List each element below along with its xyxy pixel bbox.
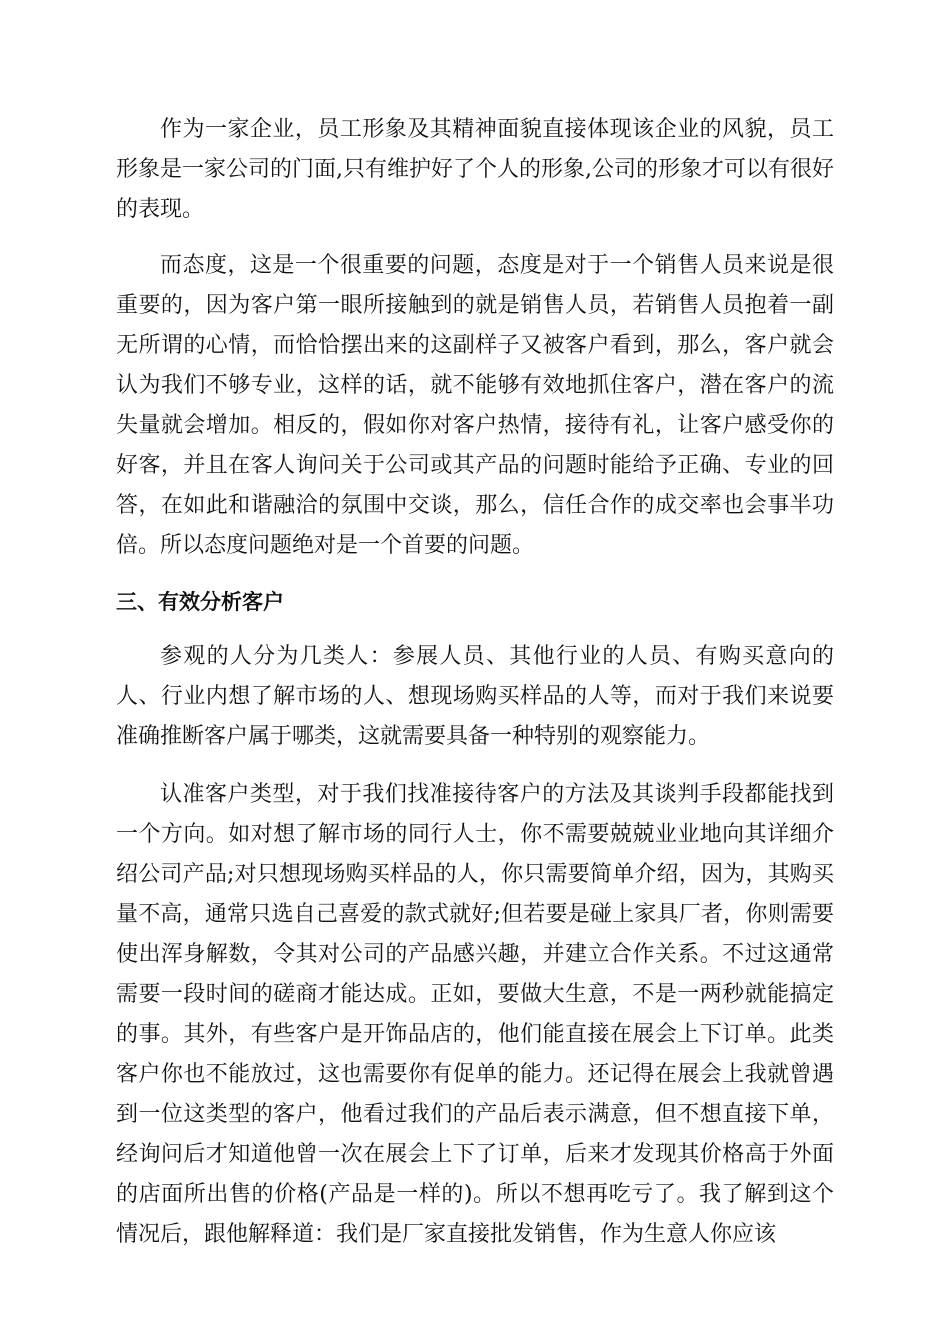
paragraph-visitor-types: 参观的人分为几类人：参展人员、其他行业的人员、有购买意向的人、行业内想了解市场的人、想现场购买样品的人等，而对于我们来说要准确推断客户属于哪类，这就需要具备一种特别的观察能力。 xyxy=(116,644,834,749)
document-body xyxy=(116,110,834,1255)
paragraph-customer-identification: 认准客户类型，对于我们找准接待客户的方法及其谈判手段都能找到一个方向。如对想了解市场的同行人士，你不需要兢兢业业地向其详细介绍公司产品;对只想现场购买样品的人，你只需要简单介绍，因为，其购买量不高，通常只选自己喜爱的款式就好;但若要是碰上家具厂者，你则需要使出浑身解数，令其对公司的产品感兴趣，并建立合作关系。不过这通常需要一段时间的磋商才能达成。正如，要做大生意，不是一两秒就能搞定的事。其外，有些客户是开饰品店的，他们能直接在展会上下订单。此类客户你也不能放过，这也需要你有促单的能力。还记得在展会上我就曾遇到一位这类型的客户，他看过我们的产品后表示满意，但不想直接下单，经询问后才知道他曾一次在展会上下了订单，后来才发现其价格高于外面的店面所出售的价格(产品是一样的)。所以不想再吃亏了。我了解到这个情况后，跟他解释道：我们是厂家直接批发销售，作为生意人你应该 xyxy=(116,782,834,1247)
paragraph-employee-image: 作为一家企业，员工形象及其精神面貌直接体现该企业的风貌，员工形象是一家公司的门面,只有维护好了个人的形象,公司的形象才可以有很好的表现。 xyxy=(116,117,834,222)
paragraph-attitude: 而态度，这是一个很重要的问题，态度是对于一个销售人员来说是很重要的，因为客户第一眼所接触到的就是销售人员，若销售人员抱着一副无所谓的心情，而恰恰摆出来的这副样子又被客户看到，那么，客户就会认为我们不够专业，这样的话，就不能够有效地抓住客户，潜在客户的流失量就会增加。相反的，假如你对客户热情，接待有礼，让客户感受你的好客，并且在客人询问关于公司或其产品的问题时能给予正确、专业的回答，在如此和谐融洽的氛围中交谈，那么，信任合作的成交率也会事半功倍。所以态度问题绝对是一个首要的问题。 xyxy=(116,253,834,558)
paragraph-spacer xyxy=(116,757,834,775)
paragraph-spacer xyxy=(116,622,834,637)
paragraph-spacer xyxy=(116,566,834,582)
paragraph-spacer xyxy=(116,230,834,246)
section-heading-analyze-customers: 三、有效分析客户 xyxy=(116,590,284,614)
